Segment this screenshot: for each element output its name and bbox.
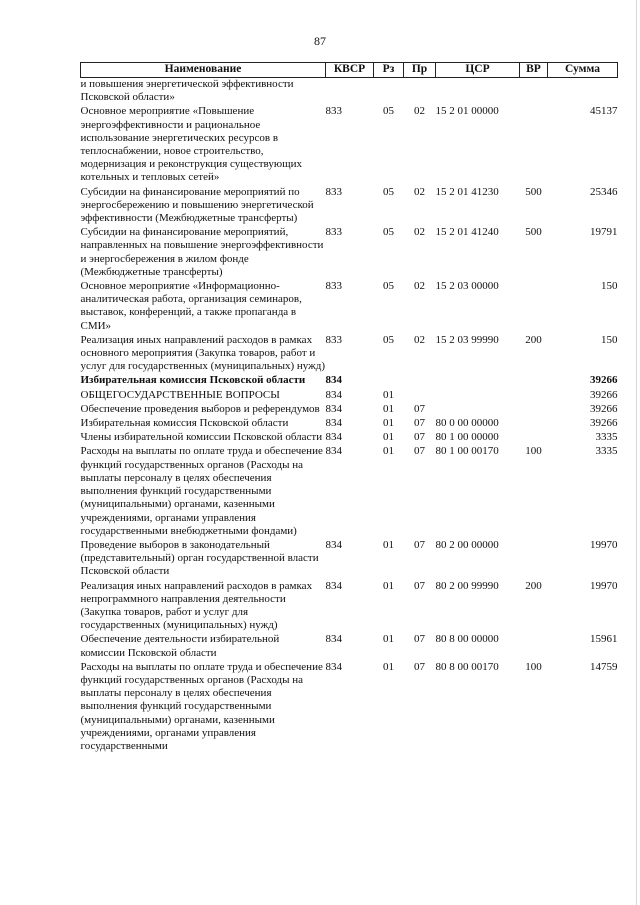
cell-sum: 19791 xyxy=(590,226,618,239)
cell-rz: 01 xyxy=(383,431,394,444)
cell-rz xyxy=(374,78,404,106)
table-row xyxy=(81,580,618,634)
column-header-name: Наименование xyxy=(81,63,326,78)
cell-kvsr: 834 xyxy=(325,431,342,444)
cell-rz: 01 xyxy=(383,538,394,551)
cell-csr xyxy=(436,78,520,106)
cell-rz: 01 xyxy=(383,445,394,458)
cell-vr: 200 xyxy=(525,333,542,346)
cell-sum: 15961 xyxy=(590,633,618,646)
cell-rz xyxy=(374,374,404,388)
cell-name: Субсидии на финансирование мероприятий, направленных на повышение энергоэффективности и энергосбережения в жилом фонде (Межбюджетные трансферты) xyxy=(80,226,324,278)
table-row xyxy=(81,445,618,538)
cell-vr: 500 xyxy=(525,185,542,198)
cell-pr xyxy=(404,78,436,106)
column-header-vr: ВР xyxy=(520,63,548,78)
cell-sum: 39266 xyxy=(590,388,618,401)
cell-sum: 19970 xyxy=(590,579,618,592)
cell-sum: 14759 xyxy=(590,660,618,673)
cell-pr: 02 xyxy=(414,333,425,346)
table-row xyxy=(81,105,618,185)
cell-kvsr xyxy=(326,78,374,106)
page-number: 87 xyxy=(314,34,326,48)
cell-sum xyxy=(548,78,618,106)
cell-csr: 15 2 03 99990 xyxy=(435,333,499,346)
cell-pr: 02 xyxy=(414,280,425,293)
cell-csr: 15 2 01 41240 xyxy=(435,226,499,239)
cell-kvsr: 834 xyxy=(325,579,342,592)
table-row xyxy=(81,417,618,431)
cell-name: Члены избирательной комиссии Псковской области xyxy=(80,431,323,444)
scan-edge-line xyxy=(636,0,637,905)
cell-sum: 3335 xyxy=(595,445,618,458)
cell-name: Расходы на выплаты по оплате труда и обеспечение функций государственных органов (Расходы на выплаты персоналу в целях обеспечения выполнения функций государственными (муниципальными) органами, казенными учреждениями, органами управления государственными xyxy=(80,660,323,752)
cell-sum: 45137 xyxy=(590,105,618,118)
cell-csr: 80 2 00 99990 xyxy=(435,579,499,592)
cell-sum: 150 xyxy=(601,280,618,293)
table-row xyxy=(81,280,618,334)
cell-name: Обеспечение деятельности избирательной комиссии Псковской области xyxy=(80,633,280,659)
cell-sum: 3335 xyxy=(595,431,618,444)
cell-rz: 01 xyxy=(383,388,394,401)
cell-pr: 02 xyxy=(414,105,425,118)
table-row xyxy=(81,389,618,403)
cell-rz: 05 xyxy=(383,333,394,346)
cell-rz: 01 xyxy=(383,402,394,415)
table-row xyxy=(81,431,618,445)
cell-pr: 07 xyxy=(414,417,425,430)
cell-name: ОБЩЕГОСУДАРСТВЕННЫЕ ВОПРОСЫ xyxy=(80,388,280,401)
cell-name: Расходы на выплаты по оплате труда и обеспечение функций государственных органов (Расходы на выплаты персоналу в целях обеспечения выполнения функций государственными (муниципальными) органами, казенными учреждениями, органами управления государственными внебюджетными фондами) xyxy=(80,445,323,537)
cell-vr: 200 xyxy=(525,579,542,592)
cell-vr xyxy=(520,431,548,445)
cell-rz: 05 xyxy=(383,105,394,118)
cell-sum: 19970 xyxy=(590,538,618,551)
cell-name: Субсидии на финансирование мероприятий по энергосбережению и повышению энергетической эффективности (Межбюджетные трансферты) xyxy=(80,185,314,225)
cell-pr xyxy=(404,389,436,403)
cell-vr xyxy=(520,417,548,431)
cell-kvsr: 833 xyxy=(325,105,342,118)
cell-pr xyxy=(404,374,436,388)
cell-vr xyxy=(520,105,548,185)
cell-sum: 39266 xyxy=(590,402,618,415)
cell-pr: 07 xyxy=(414,402,425,415)
cell-pr: 07 xyxy=(414,445,425,458)
cell-rz: 05 xyxy=(383,185,394,198)
column-header-sum: Сумма xyxy=(548,63,618,78)
cell-kvsr: 833 xyxy=(325,185,342,198)
cell-name: Обеспечение проведения выборов и референдумов xyxy=(80,402,320,415)
cell-csr xyxy=(436,403,520,417)
cell-name: Избирательная комиссия Псковской области xyxy=(80,374,306,387)
cell-rz: 01 xyxy=(383,417,394,430)
table-header-row xyxy=(81,63,618,78)
cell-vr: 500 xyxy=(525,226,542,239)
cell-kvsr: 834 xyxy=(325,660,342,673)
cell-csr: 80 1 00 00170 xyxy=(435,445,499,458)
cell-csr xyxy=(436,374,520,388)
cell-pr: 02 xyxy=(414,226,425,239)
cell-vr xyxy=(520,539,548,580)
cell-kvsr: 833 xyxy=(325,280,342,293)
cell-sum: 25346 xyxy=(590,185,618,198)
table-row xyxy=(81,334,618,375)
cell-pr: 07 xyxy=(414,431,425,444)
cell-kvsr: 834 xyxy=(325,538,342,551)
table-row xyxy=(81,633,618,660)
column-header-csr: ЦСР xyxy=(436,63,520,78)
cell-csr xyxy=(436,389,520,403)
cell-rz: 01 xyxy=(383,660,394,673)
cell-kvsr: 833 xyxy=(325,226,342,239)
table-row xyxy=(81,661,618,754)
cell-rz: 01 xyxy=(383,579,394,592)
cell-kvsr: 834 xyxy=(325,374,342,387)
cell-name: Проведение выборов в законодательный (представительный) орган государственной власти Псковской области xyxy=(80,538,319,578)
column-header-rz: Рз xyxy=(374,63,404,78)
cell-vr xyxy=(520,374,548,388)
cell-csr: 80 1 00 00000 xyxy=(435,431,499,444)
cell-vr xyxy=(520,389,548,403)
table-row xyxy=(81,226,618,280)
cell-pr: 07 xyxy=(414,633,425,646)
cell-name: Основное мероприятие «Информационно-аналитическая работа, организация семинаров, выставок, конференций, а также пропаганда в СМИ» xyxy=(80,280,302,332)
cell-csr: 80 8 00 00170 xyxy=(435,660,499,673)
cell-csr: 15 2 01 41230 xyxy=(435,185,499,198)
cell-csr: 80 2 00 00000 xyxy=(435,538,499,551)
cell-name: Избирательная комиссия Псковской области xyxy=(80,417,289,430)
cell-vr: 100 xyxy=(525,660,542,673)
cell-vr xyxy=(520,78,548,106)
cell-pr: 07 xyxy=(414,579,425,592)
cell-kvsr: 834 xyxy=(325,402,342,415)
cell-rz: 01 xyxy=(383,633,394,646)
cell-rz: 05 xyxy=(383,280,394,293)
table-row xyxy=(81,374,618,388)
cell-rz: 05 xyxy=(383,226,394,239)
cell-kvsr: 834 xyxy=(325,445,342,458)
cell-csr: 80 0 00 00000 xyxy=(435,417,499,430)
table-row xyxy=(81,78,618,106)
cell-kvsr: 834 xyxy=(325,417,342,430)
cell-sum: 150 xyxy=(601,333,618,346)
cell-kvsr: 834 xyxy=(325,388,342,401)
cell-sum: 39266 xyxy=(590,374,618,387)
cell-csr: 80 8 00 00000 xyxy=(435,633,499,646)
cell-name: и повышения энергетической эффективности Псковской области» xyxy=(80,78,294,104)
cell-sum: 39266 xyxy=(590,417,618,430)
cell-pr: 02 xyxy=(414,185,425,198)
cell-vr: 100 xyxy=(525,445,542,458)
column-header-kvsr: КВСР xyxy=(326,63,374,78)
cell-name: Основное мероприятие «Повышение энергоэффективности и рациональное использование энергетических ресурсов в теплоснабжении, новое строительство, модернизация и реконструкция существующих котельных и тепловых сетей» xyxy=(80,105,302,184)
cell-vr xyxy=(520,633,548,660)
cell-name: Реализация иных направлений расходов в рамках основного мероприятия (Закупка товаров, работ и услуг для государственных (муниципальных) нужд) xyxy=(80,333,326,373)
budget-table xyxy=(80,62,618,754)
table-body xyxy=(81,78,618,755)
table-row xyxy=(81,403,618,417)
cell-vr xyxy=(520,403,548,417)
column-header-pr: Пр xyxy=(404,63,436,78)
cell-csr: 15 2 01 00000 xyxy=(435,105,499,118)
cell-pr: 07 xyxy=(414,538,425,551)
table-row xyxy=(81,186,618,227)
cell-vr xyxy=(520,280,548,334)
cell-pr: 07 xyxy=(414,660,425,673)
cell-name: Реализация иных направлений расходов в рамках непрограммного направления деятельности (Закупка товаров, работ и услуг для государственных (муниципальных) нужд) xyxy=(80,579,313,632)
cell-kvsr: 833 xyxy=(325,333,342,346)
table-row xyxy=(81,539,618,580)
cell-kvsr: 834 xyxy=(325,633,342,646)
cell-csr: 15 2 03 00000 xyxy=(435,280,499,293)
